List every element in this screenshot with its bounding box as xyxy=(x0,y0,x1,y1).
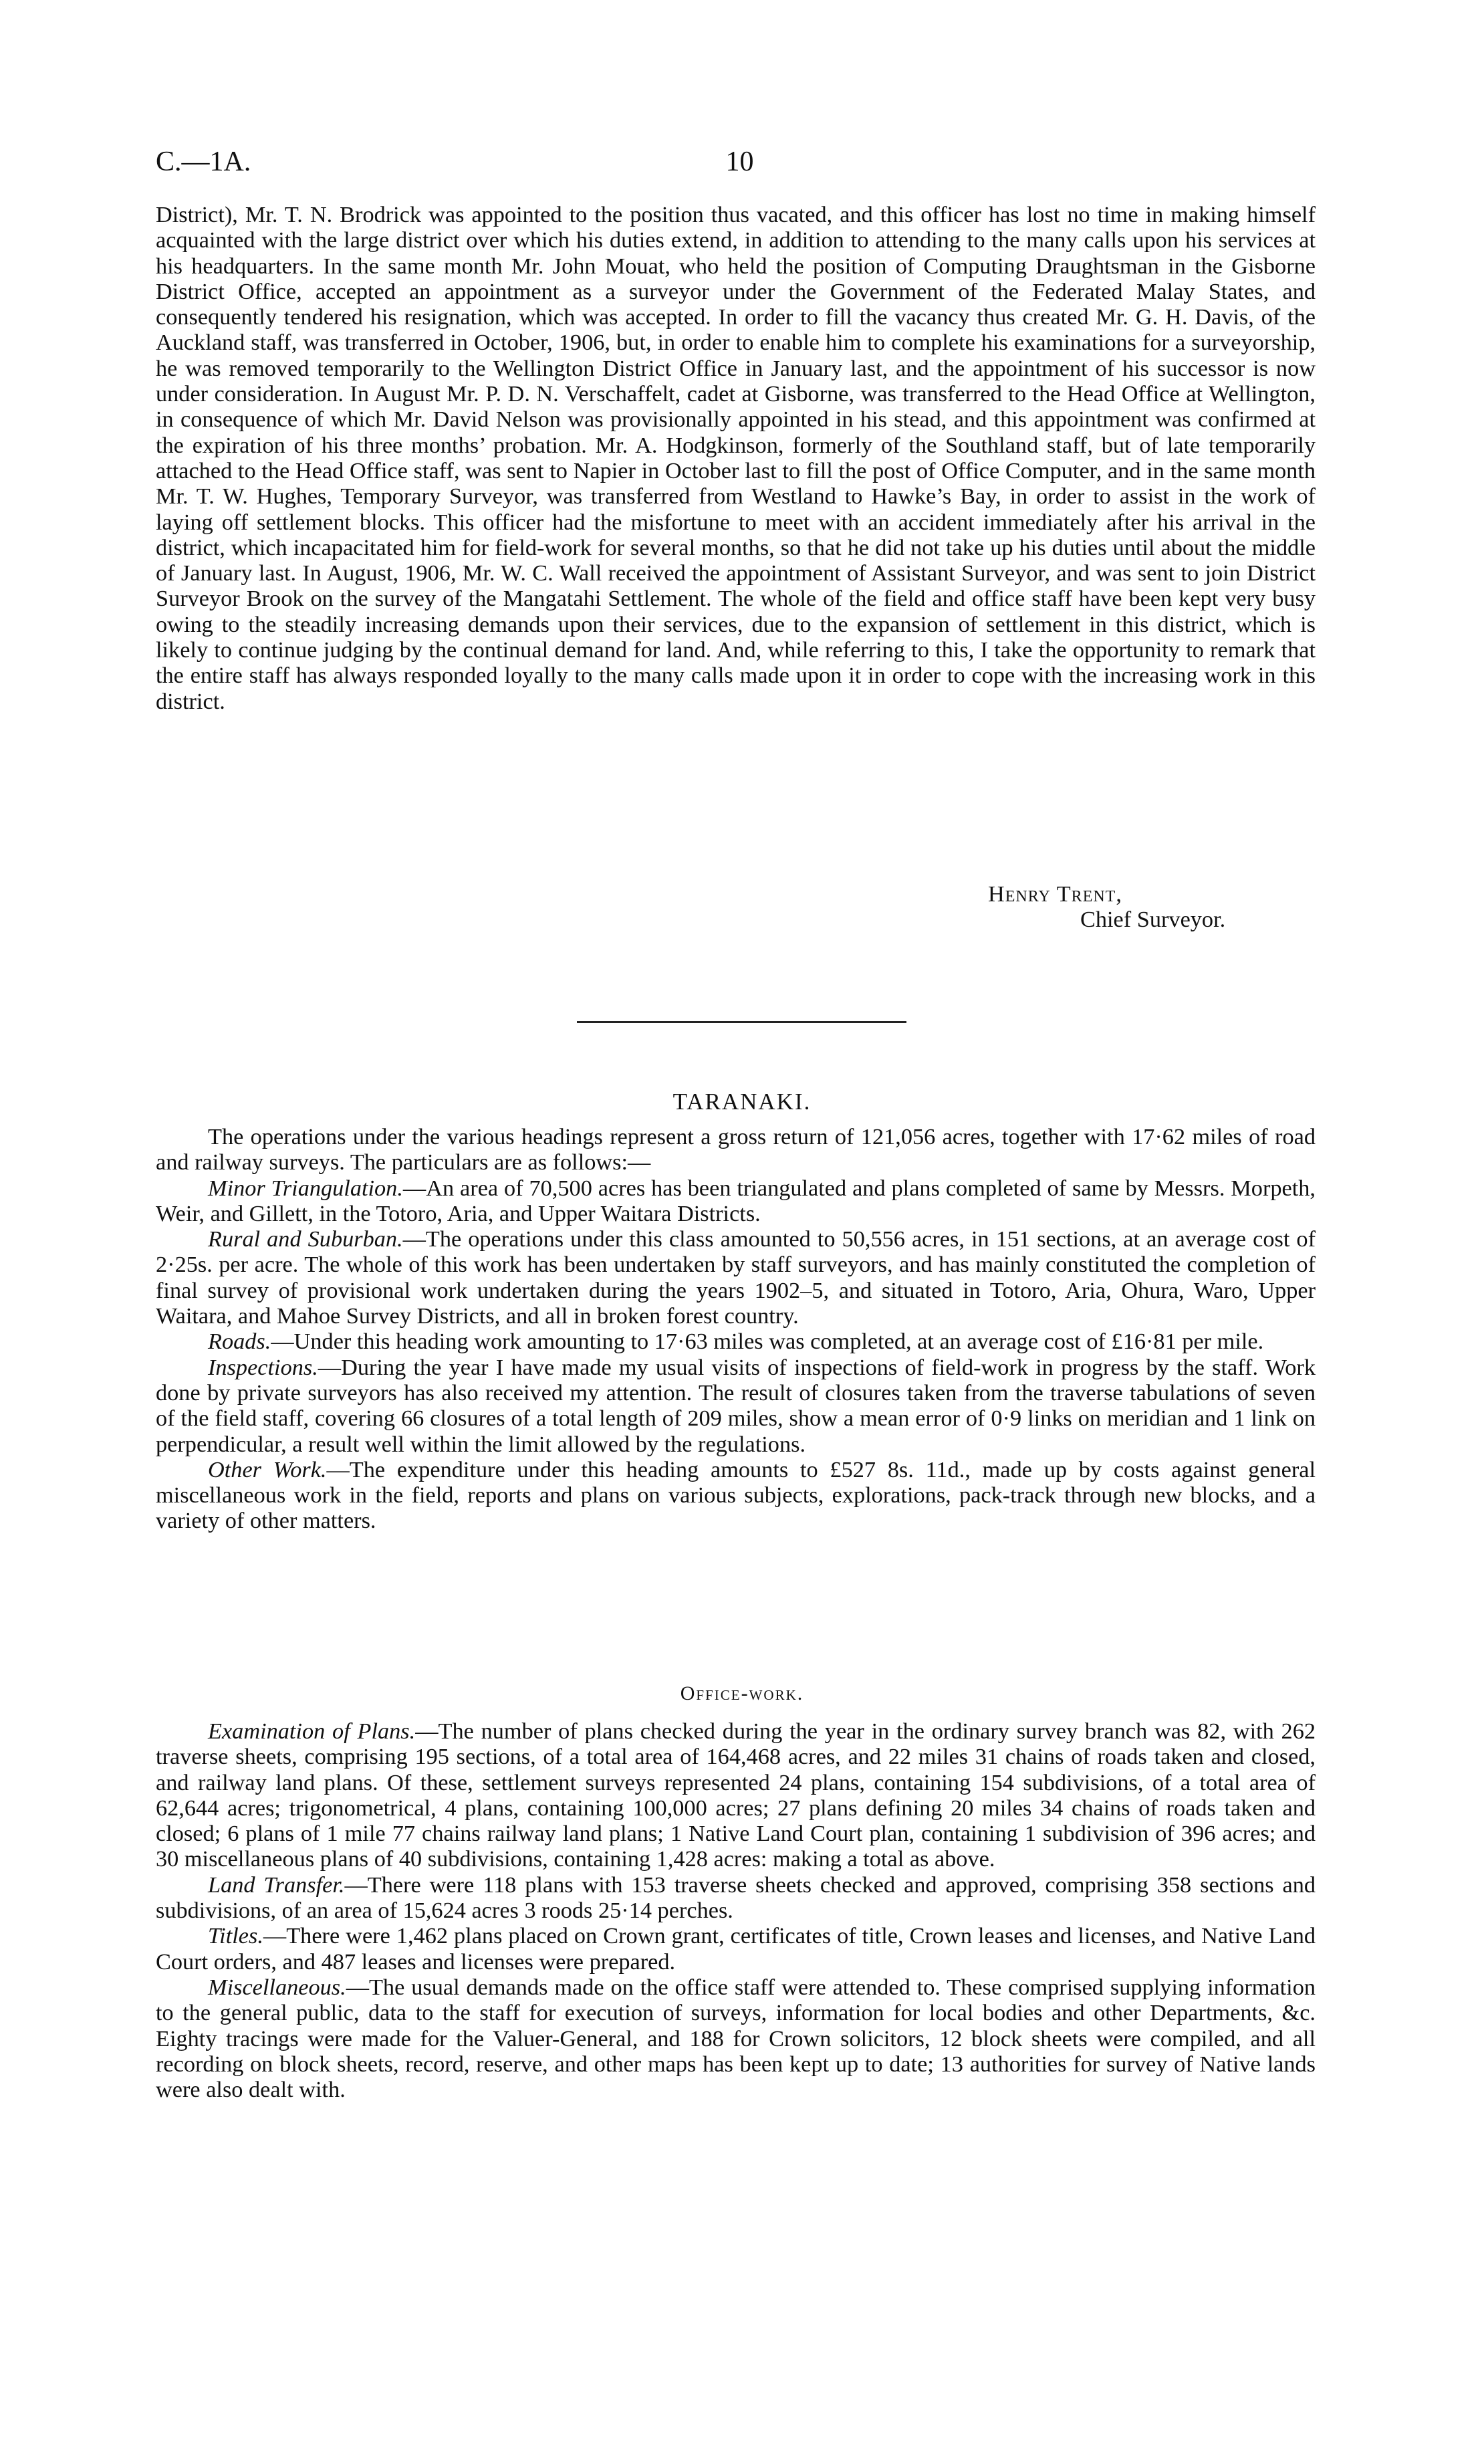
paragraph-heading: Titles. xyxy=(208,1923,263,1949)
subsection-paragraph xyxy=(156,1975,1316,2102)
section-paragraph xyxy=(156,1124,1316,1175)
paragraph-text: —There were 1,462 plans placed on Crown grant, certificates of title, Crown leases and licenses, and Native Land Court orders, and 487 leases and licenses were prepared. xyxy=(156,1923,1316,1975)
section-body xyxy=(156,1124,1316,1534)
paragraph-heading: Rural and Suburban. xyxy=(208,1226,403,1252)
intro-text xyxy=(156,202,1316,714)
paragraph-text: —Under this heading work amounting to 17·63 miles was completed, at an average cost of £16·81 per mile. xyxy=(271,1329,1264,1355)
paragraph-heading: Examination of Plans. xyxy=(208,1718,416,1744)
intro-paragraph: District), Mr. T. N. Brodrick was appointed to the position thus vacated, and this officer has lost no time in making himself acquainted with the large district over which his duties extend, in addition to attending to the many calls upon his services at his headquarters. In the same month Mr. John Mouat, who held the position of Computing Draughtsman in the Gisborne District Office, accepted an appointment as a surveyor under the Government of the Federated Malay States, and consequently tendered his resignation, which was accepted. In order to fill the vacancy thus created Mr. G. H. Davis, of the Auckland staff, was transferred in October, 1906, but, in order to enable him to complete his examinations for a surveyorship, he was removed temporarily to the Wellington District Office in January last, and the appointment of his successor is now under consideration. In August Mr. P. D. N. Verschaffelt, cadet at Gisborne, was transferred to the Head Office at Wellington, in consequence of which Mr. David Nelson was provisionally appointed in his stead, and this appointment was confirmed at the expiration of his three months’ probation. Mr. A. Hodgkinson, formerly of the Southland staff, but of late temporarily attached to the Head Office staff, was sent to Napier in October last to fill the post of Office Computer, and in the same month Mr. T. W. Hughes, Temporary Surveyor, was transferred from Westland to Hawke’s Bay, in order to assist in the work of laying off settlement blocks. This officer had the misfortune to meet with an accident immediately after his arrival in the district, which incapacitated him for field-work for several months, so that he did not take up his duties until about the middle of January last. In August, 1906, Mr. W. C. Wall received the appointment of Assistant Surveyor, and was sent to join District Surveyor Brook on the survey of the Mangatahi Settlement. The whole of the field and office staff have been kept very busy owing to the steadily increasing demands upon their services, due to the expansion of settlement in this district, which is likely to continue judging by the continual demand for land. And, while referring to this, I take the opportunity to remark that the entire staff has always responded loyally to the many calls made upon it in order to cope with the increasing work in this district. xyxy=(156,202,1316,714)
subsection-title: Office-work. xyxy=(680,1682,804,1704)
paragraph-text: —An area of 70,500 acres has been triangulated and plans completed of same by Messrs. Morpeth, Weir, and Gillett, in the Totoro, Aria, and Upper Waitara Districts. xyxy=(156,1175,1316,1226)
paragraph-heading: Land Transfer. xyxy=(208,1872,345,1898)
paragraph-text: —The number of plans checked during the year in the ordinary survey branch was 82, with 262 traverse sheets, comprising 195 sections, of a total area of 164,468 acres, and 22 miles 31 chains of roads taken and closed, and railway land plans. Of these, settlement surveys represented 24 plans, containing 154 subdivisions, of a total area of 62,644 acres; trigonometrical, 4 plans, containing 100,000 acres; 27 plans defining 20 miles 34 chains of roads taken and closed; 6 plans of 1 mile 77 chains railway land plans; 1 Native Land Court plan, containing 1 subdivision of 396 acres; and 30 miscellaneous plans of 40 subdivisions, containing 1,428 acres: making a total as above. xyxy=(156,1718,1316,1872)
paragraph-heading: Miscellaneous. xyxy=(208,1974,346,2000)
document-code: C.—1A. xyxy=(156,146,251,177)
paragraph-heading: Roads. xyxy=(208,1329,271,1355)
page-header xyxy=(156,146,1324,186)
subsection-body xyxy=(156,1718,1316,2102)
subsection-paragraph xyxy=(156,1923,1316,1975)
page-number: 10 xyxy=(725,146,754,177)
paragraph-text: —There were 118 plans with 153 traverse sheets checked and approved, comprising 358 sections and subdivisions, of an area of 15,624 acres 3 roods 25·14 perches. xyxy=(156,1872,1316,1924)
section-divider xyxy=(577,1021,906,1023)
paragraph-text: —The operations under this class amounted to 50,556 acres, in 151 sections, at an average cost of 2·25s. per acre. The whole of this work has been undertaken by staff surveyors, and has mainly constituted the completion of final survey of provisional work undertaken during the years 1902–5, and situated in Totoro, Aria, Ohura, Waro, Upper Waitara, and Mahoe Survey Districts, and all in broken forest country. xyxy=(156,1226,1316,1329)
section-paragraph xyxy=(156,1457,1316,1534)
paragraph-text: —The expenditure under this heading amounts to £527 8s. 11d., made up by costs against general miscellaneous work in the field, reports and plans on various subjects, explorations, pack-track through new blocks, and a variety of other matters. xyxy=(156,1456,1316,1534)
paragraph-text: —The usual demands made on the office staff were attended to. These comprised supplying information to the general public, data to the staff for execution of surveys, information for local bodies and other Departments, &c. Eighty tracings were made for the Valuer-General, and 188 for Crown solicitors, 12 block sheets were compiled, and all recording on block sheets, record, reserve, and other maps has been kept up to date; 13 authorities for survey of Native lands were also dealt with. xyxy=(156,1974,1316,2103)
paragraph-text: —During the year I have made my usual visits of inspections of field-work in progress by the staff. Work done by private surveyors has also received my attention. The result of closures taken from the traverse tabulations of seven of the field staff, covering 66 closures of a total length of 209 miles, show a mean error of 0·9 links on meridian and 1 link on perpendicular, a result well within the limit allowed by the regulations. xyxy=(156,1354,1316,1457)
section-title: TARANAKI. xyxy=(672,1089,812,1115)
paragraph-text: The operations under the various headings represent a gross return of 121,056 acres, together with 17·62 miles of road and railway surveys. The particulars are as follows:— xyxy=(156,1124,1316,1175)
signature-name: Henry Trent, xyxy=(988,881,1122,907)
subsection-paragraph xyxy=(156,1718,1316,1872)
section-paragraph xyxy=(156,1329,1316,1354)
paragraph-heading: Inspections. xyxy=(208,1354,318,1380)
paragraph-heading: Other Work. xyxy=(208,1456,327,1482)
signature-title: Chief Surveyor. xyxy=(1080,907,1226,932)
paragraph-heading: Minor Triangulation. xyxy=(208,1175,403,1201)
section-paragraph xyxy=(156,1175,1316,1227)
section-paragraph xyxy=(156,1226,1316,1329)
section-paragraph xyxy=(156,1355,1316,1457)
signature-block xyxy=(988,881,1225,932)
subsection-paragraph xyxy=(156,1872,1316,1924)
